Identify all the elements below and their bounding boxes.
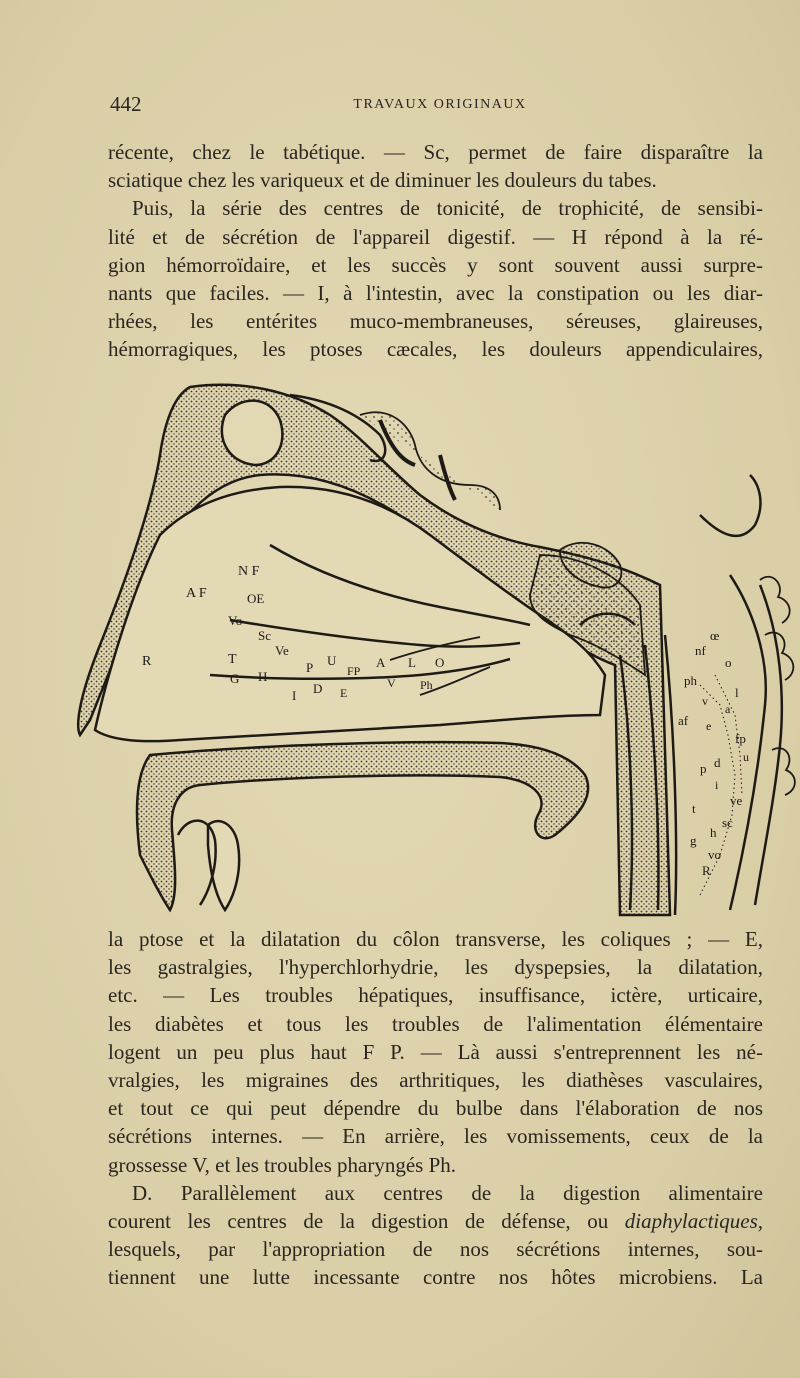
text-line: etc. — Les troubles hépatiques, insuffisance, ictère, urticaire, bbox=[108, 983, 763, 1008]
nasal-cavity bbox=[95, 487, 605, 741]
right-edge-curve bbox=[700, 475, 760, 536]
figure-label: œ bbox=[710, 628, 720, 643]
figure-label: t bbox=[692, 801, 696, 816]
figure-label: nf bbox=[695, 643, 706, 658]
figure-label: l bbox=[735, 685, 739, 700]
bottom-text bbox=[108, 925, 763, 1292]
figure-label: R bbox=[142, 654, 152, 669]
figure-label: A bbox=[376, 655, 386, 670]
text-line: la ptose et la dilatation du côlon transverse, les coliques ; — E, bbox=[108, 927, 763, 951]
figure-label: FP bbox=[347, 664, 361, 678]
figure-label: Ve bbox=[275, 643, 289, 658]
text-line: rhées, les entérites muco-membraneuses, séreuses, glaireuses, bbox=[108, 309, 763, 334]
figure-label: ve bbox=[730, 793, 743, 808]
figure-label: I bbox=[292, 688, 297, 703]
figure-label: p bbox=[700, 761, 707, 776]
paragraph-d-line: lesquels, par l'appropriation de nos sécrétions internes, sou- bbox=[108, 1237, 763, 1262]
figure-label: af bbox=[678, 713, 689, 728]
figure-label: h bbox=[710, 825, 717, 840]
anatomical-figure bbox=[60, 375, 800, 920]
frontal-sinus bbox=[222, 401, 283, 465]
text-line: les gastralgies, l'hyperchlorhydrie, les dyspepsies, la dilatation, bbox=[108, 955, 763, 980]
figure-label: R bbox=[702, 863, 711, 878]
figure-label: T bbox=[228, 652, 237, 667]
running-title: TRAVAUX ORIGINAUX bbox=[353, 97, 527, 112]
figure-label: i bbox=[715, 778, 719, 792]
paragraph-d-text: courent les centres de la digestion de défense, ou bbox=[108, 1209, 625, 1234]
paragraph-d-line: D. Parallèlement aux centres de la digestion alimentaire bbox=[132, 1180, 763, 1205]
figure-label: g bbox=[690, 833, 697, 848]
text-line: sécrétions internes. — En arrière, les vomissements, ceux de la bbox=[108, 1124, 763, 1149]
figure-label: V bbox=[387, 676, 396, 690]
figure-label: D bbox=[313, 681, 323, 696]
text-line: les diabètes et tous les troubles de l'alimentation élémentaire bbox=[108, 1011, 763, 1036]
figure-label: E bbox=[340, 686, 348, 700]
paragraph-d-line bbox=[108, 1207, 763, 1235]
figure-label: v bbox=[702, 694, 708, 708]
figure-label: OE bbox=[247, 591, 265, 606]
figure-label: o bbox=[725, 655, 732, 670]
paragraph-d-line: tiennent une lutte incessante contre nos hôtes microbiens. La bbox=[108, 1265, 763, 1290]
text-line: hémorragiques, les ptoses cæcales, les douleurs appendiculaires, bbox=[108, 337, 763, 362]
italic-term: diaphylactiques, bbox=[624, 1209, 763, 1234]
text-line: récente, chez le tabétique. — Sc, permet de faire disparaître la bbox=[108, 140, 763, 164]
nasal-cavity-diagram bbox=[60, 375, 800, 920]
text-line: vralgies, les migraines des arthritiques, les diathèses vasculaires, bbox=[108, 1068, 763, 1093]
text-line: Puis, la série des centres de tonicité, de trophicité, de sensibi- bbox=[132, 196, 763, 221]
text-line: lité et de sécrétion de l'appareil digestif. — H répond à la ré- bbox=[108, 224, 763, 249]
top-text bbox=[108, 138, 763, 364]
text-line: sciatique chez les variqueux et de diminuer les douleurs du tabes. bbox=[108, 168, 657, 193]
page-number: 442 bbox=[110, 92, 142, 116]
figure-label: P bbox=[306, 660, 314, 675]
figure-label: G bbox=[230, 671, 240, 686]
figure-label: H bbox=[258, 669, 268, 684]
text-line: grossesse V, et les troubles pharyngés Ph. bbox=[108, 1152, 457, 1177]
figure-label: L bbox=[408, 655, 416, 670]
figure-label: ph bbox=[684, 673, 697, 688]
figure-label: O bbox=[435, 655, 445, 670]
figure-label: Sc bbox=[258, 628, 271, 643]
figure-label: fp bbox=[735, 731, 746, 746]
figure-label: vo bbox=[708, 847, 721, 862]
figure-label: U bbox=[327, 653, 337, 668]
text-line: logent un peu plus haut F P. — Là aussi s'entreprennent les né- bbox=[108, 1039, 763, 1064]
text-line: nants que faciles. — I, à l'intestin, avec la constipation ou les diar- bbox=[108, 281, 763, 306]
figure-label: e bbox=[706, 719, 712, 733]
figure-label: a bbox=[725, 702, 731, 716]
figure-label: A F bbox=[186, 586, 207, 601]
figure-label: u bbox=[743, 750, 749, 764]
figure-label: N F bbox=[238, 564, 260, 579]
figure-label: Vo bbox=[228, 613, 243, 628]
figure-label: sc bbox=[722, 815, 733, 830]
text-line: et tout ce qui peut dépendre du bulbe dans l'élaboration de nos bbox=[108, 1096, 763, 1121]
figure-label: d bbox=[714, 755, 721, 770]
hard-palate bbox=[137, 742, 588, 910]
text-line: gion hémorroïdaire, et les succès y sont souvent aussi surpre- bbox=[108, 252, 763, 277]
running-head bbox=[110, 92, 770, 120]
figure-label: Ph bbox=[420, 678, 433, 692]
